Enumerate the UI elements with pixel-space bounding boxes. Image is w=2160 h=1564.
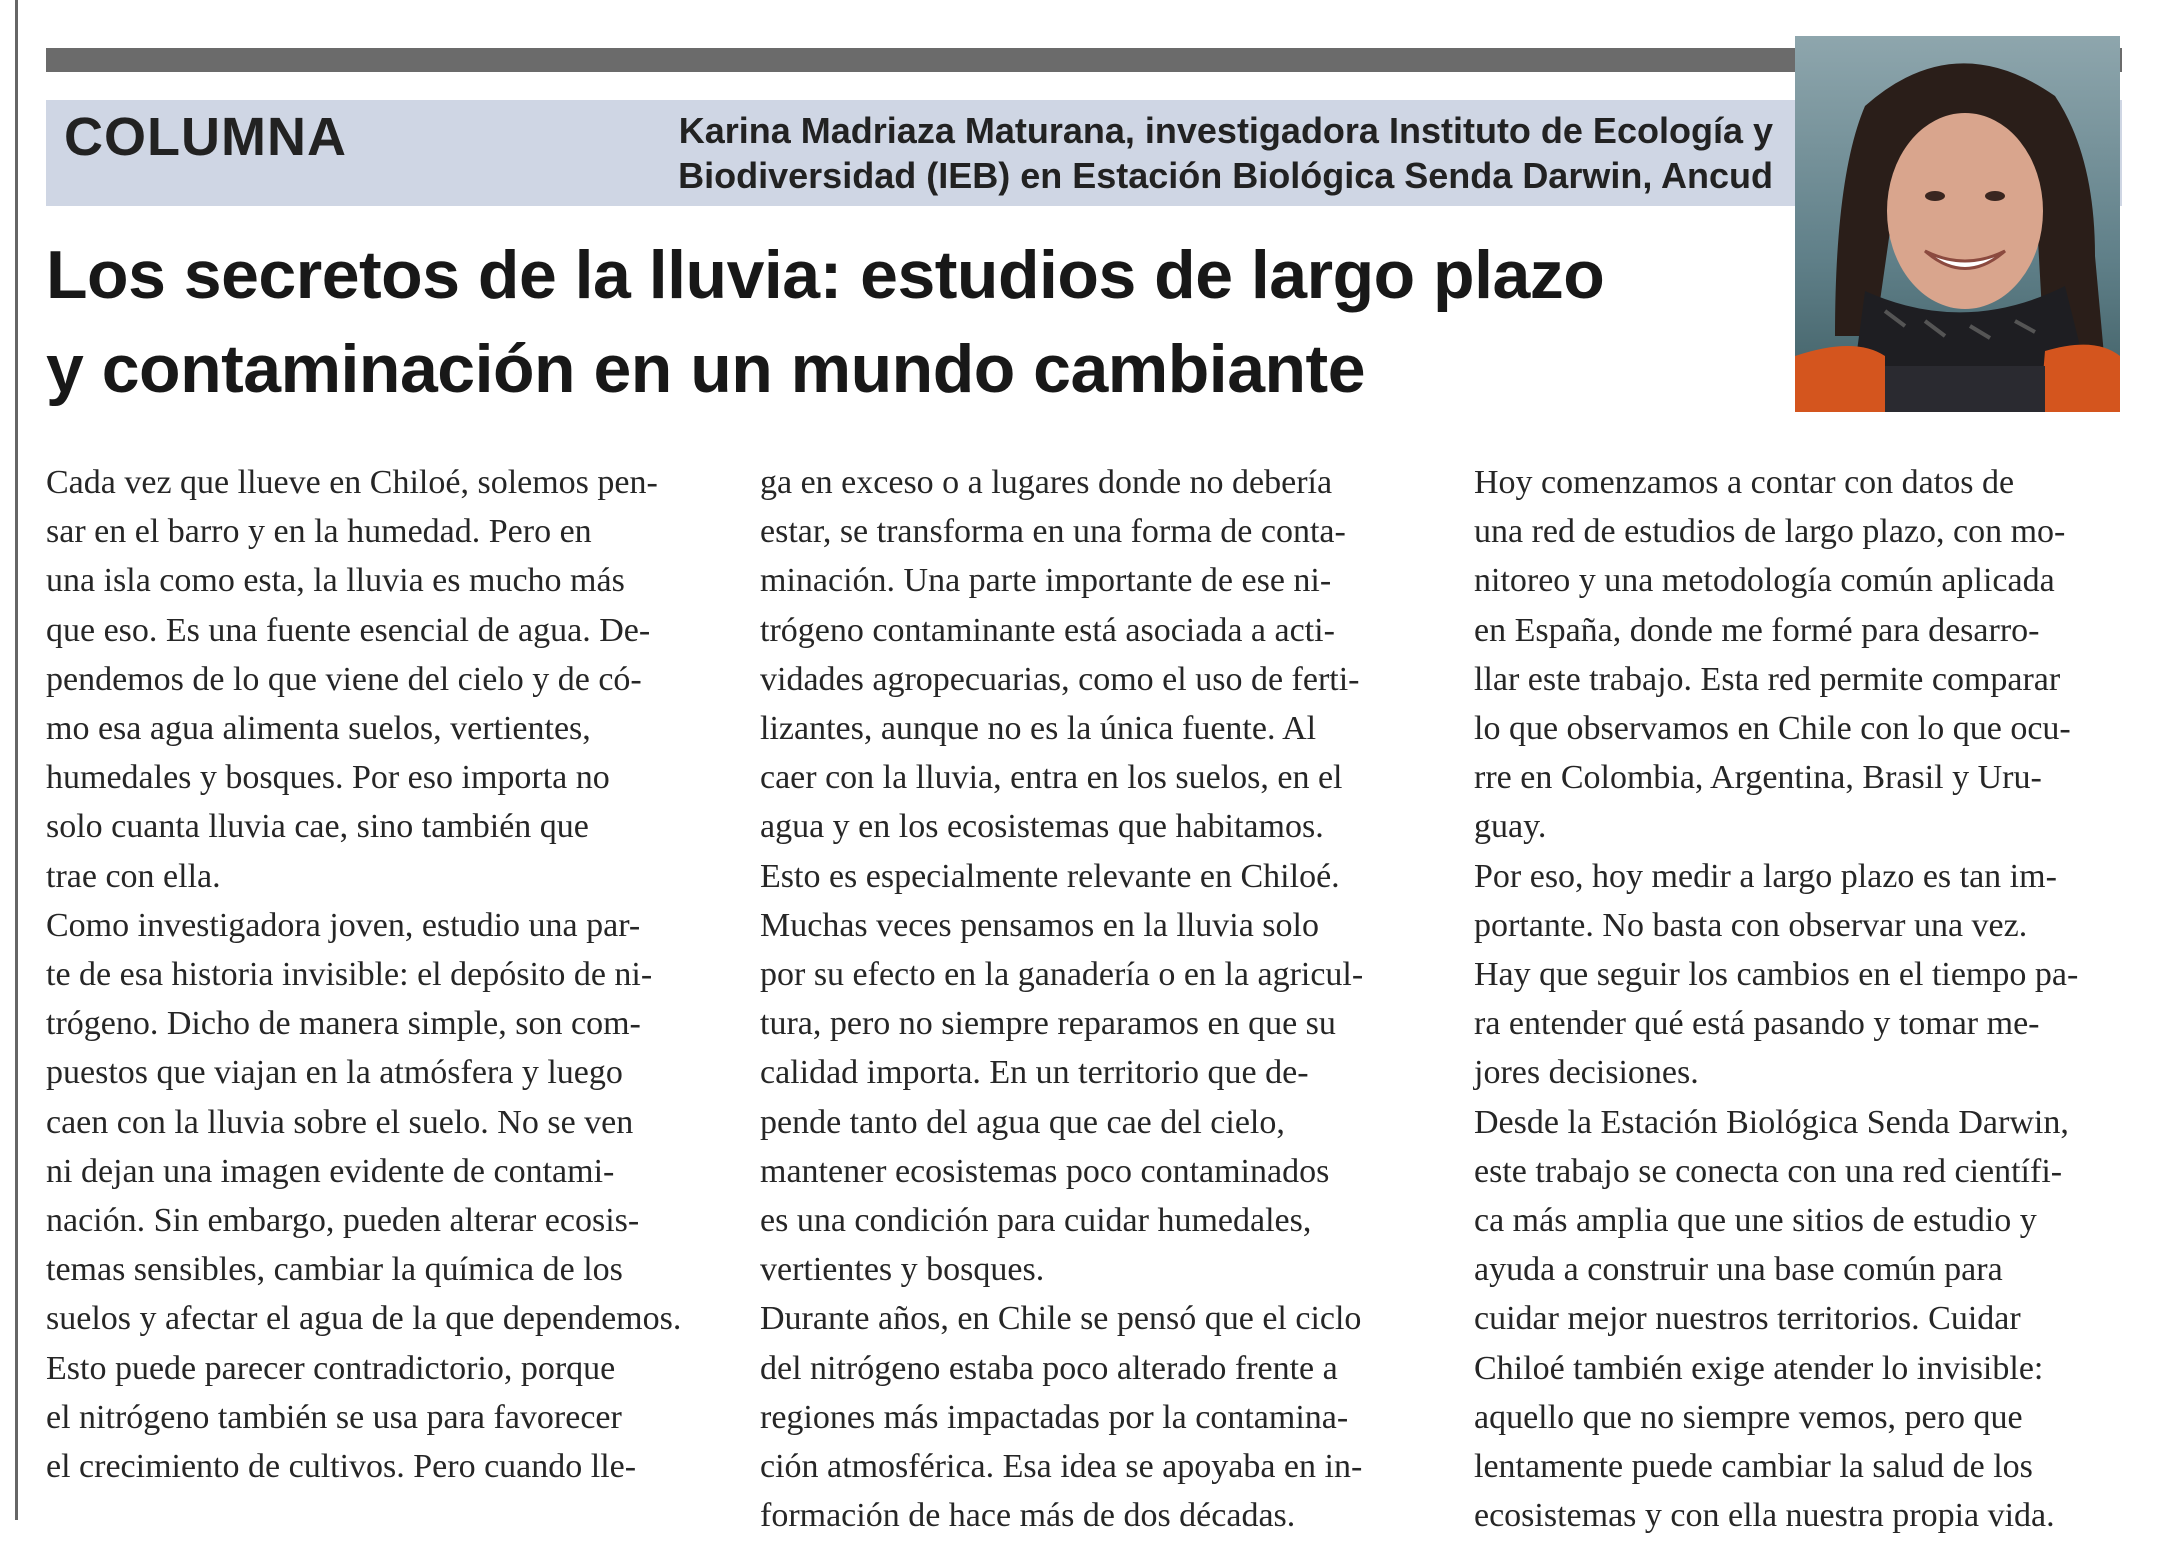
article-column-1 [46,458,726,1491]
column-line: ga en exceso o a lugares donde no debería [760,464,1333,501]
page-left-rule [15,0,18,1520]
column-line: vidades agropecuarias, como el uso de ferti- [760,660,1360,698]
column-line: solo cuanta lluvia cae, sino también que [46,808,589,846]
column-line: lo que observamos en Chile con lo que ocu- [1474,710,2071,748]
column-line: ni dejan una imagen evidente de contami- [46,1152,615,1190]
column-line: en España, donde me formé para desarro- [1474,611,2040,649]
column-line: estar, se transforma en una forma de conta- [760,513,1346,551]
column-line: Cada vez que llueve en Chiloé, solemos pen- [46,464,658,501]
column-line: Chiloé también exige atender lo invisible: [1474,1349,2044,1387]
column-line: pende tanto del agua que cae del cielo, [760,1103,1285,1141]
article-column-3 [1474,458,2154,1540]
author-byline [678,108,1773,198]
column-line: aquello que no siempre vemos, pero que [1474,1398,2023,1436]
column-line: lentamente puede cambiar la salud de los [1474,1448,2033,1486]
headline-line: Los secretos de la lluvia: estudios de largo plazo [46,237,1605,313]
column-line: Esto es especialmente relevante en Chiloé. [760,857,1340,895]
column-line: humedales y bosques. Por eso importa no [46,759,610,797]
column-line: minación. Una parte importante de ese ni- [760,562,1332,600]
column-line: nación. Sin embargo, pueden alterar ecosis- [46,1202,640,1240]
column-line: Desde la Estación Biológica Senda Darwin, [1474,1103,2069,1141]
column-line: mo esa agua alimenta suelos, vertientes, [46,710,591,748]
byline-line: Biodiversidad (IEB) en Estación Biológica Senda Darwin, Ancud [678,155,1773,196]
column-line: trae con ella. [46,857,221,895]
column-line: una red de estudios de largo plazo, con mo- [1474,513,2066,551]
column-line: sar en el barro y en la humedad. Pero en [46,513,592,551]
column-line: caer con la lluvia, entra en los suelos, en el [760,759,1343,797]
column-line: caen con la lluvia sobre el suelo. No se ven [46,1103,634,1141]
headline-line: y contaminación en un mundo cambiante [46,331,1366,407]
column-line: Durante años, en Chile se pensó que el ciclo [760,1300,1362,1338]
column-line: rre en Colombia, Argentina, Brasil y Uru- [1474,759,2042,797]
author-photo-illustration [1795,36,2120,412]
column-line: pendemos de lo que viene del cielo y de có- [46,660,642,698]
column-line: Hoy comenzamos a contar con datos de [1474,464,2015,501]
column-line: puestos que viajan en la atmósfera y luego [46,1054,623,1092]
column-line: formación de hace más de dos décadas. [760,1497,1296,1535]
column-line: Hay que seguir los cambios en el tiempo pa- [1474,956,2079,994]
column-line: una isla como esta, la lluvia es mucho más [46,562,625,600]
column-line: el nitrógeno también se usa para favorecer [46,1398,622,1436]
article-headline [46,228,1746,416]
column-line: temas sensibles, cambiar la química de los [46,1251,623,1289]
column-line: trógeno. Dicho de manera simple, son com- [46,1005,641,1043]
column-line: te de esa historia invisible: el depósito de ni- [46,956,653,994]
column-line: ecosistemas y con ella nuestra propia vida. [1474,1497,2055,1535]
column-line: calidad importa. En un territorio que de- [760,1054,1309,1092]
byline-line: Karina Madriaza Maturana, investigadora Instituto de Ecología y [678,110,1773,151]
column-line: regiones más impactadas por la contamina- [760,1398,1349,1436]
column-line: cuidar mejor nuestros territorios. Cuidar [1474,1300,2021,1338]
column-line: agua y en los ecosistemas que habitamos. [760,808,1324,846]
column-line: jores decisiones. [1474,1054,1699,1092]
column-line: ción atmosférica. Esa idea se apoyaba en in- [760,1448,1363,1486]
column-line: este trabajo se conecta con una red científi- [1474,1152,2063,1190]
column-line: mantener ecosistemas poco contaminados [760,1152,1330,1190]
column-line: del nitrógeno estaba poco alterado frente a [760,1349,1338,1387]
column-line: lizantes, aunque no es la única fuente. Al [760,710,1317,748]
column-line: Esto puede parecer contradictorio, porque [46,1349,616,1387]
column-line: Como investigadora joven, estudio una par- [46,906,641,944]
column-line: Por eso, hoy medir a largo plazo es tan im- [1474,857,2057,895]
column-line: portante. No basta con observar una vez. [1474,906,2028,944]
column-line: guay. [1474,808,1547,846]
column-line: ayuda a construir una base común para [1474,1251,2003,1289]
column-line: ra entender qué está pasando y tomar me- [1474,1005,2040,1043]
previous-content-strip [0,0,2160,20]
column-line: suelos y afectar el agua de la que dependemos. [46,1300,682,1338]
column-line: tura, pero no siempre reparamos en que su [760,1005,1336,1043]
column-line: nitoreo y una metodología común aplicada [1474,562,2055,600]
section-label: COLUMNA [64,107,347,167]
column-line: llar este trabajo. Esta red permite comparar [1474,660,2061,698]
column-line: ca más amplia que une sitios de estudio y [1474,1202,2037,1240]
column-line: por su efecto en la ganadería o en la agricul- [760,956,1364,994]
article-column-2 [760,458,1440,1540]
column-line: vertientes y bosques. [760,1251,1045,1289]
column-line: es una condición para cuidar humedales, [760,1202,1312,1240]
column-line: Muchas veces pensamos en la lluvia solo [760,906,1319,944]
column-line: que eso. Es una fuente esencial de agua. De- [46,611,651,649]
author-photo [1795,36,2120,412]
column-line: trógeno contaminante está asociada a acti- [760,611,1335,649]
column-line: el crecimiento de cultivos. Pero cuando lle- [46,1448,637,1486]
